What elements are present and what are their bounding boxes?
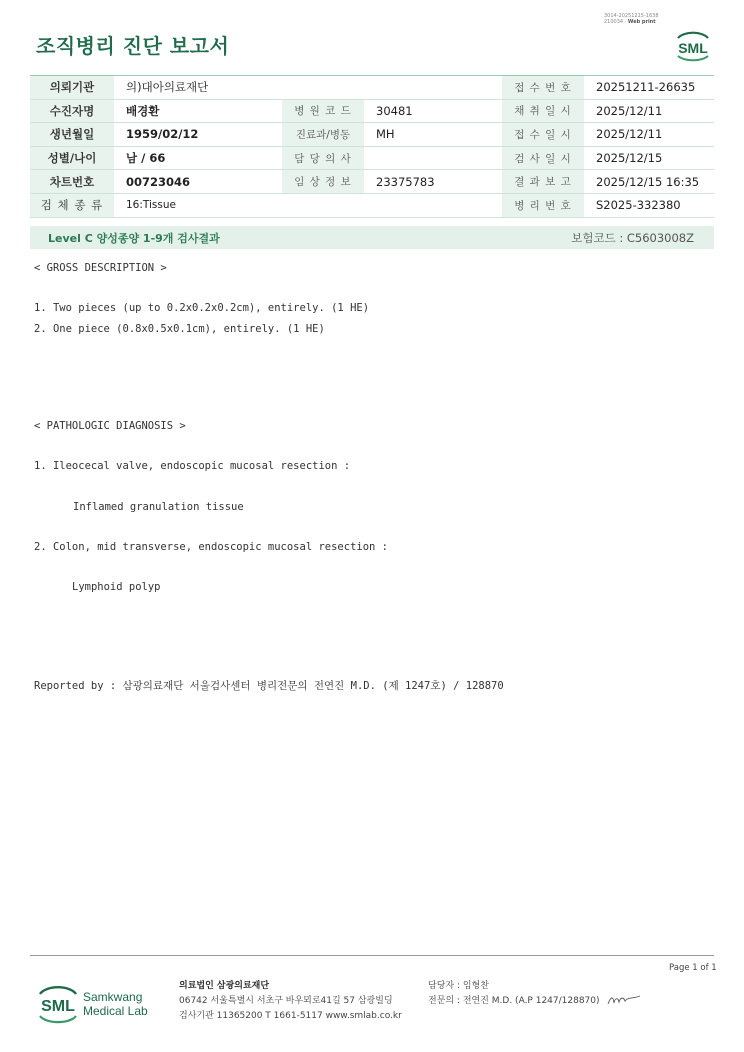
value-sex-age: 남 / 66	[114, 146, 282, 170]
diagnosis-heading: < PATHOLOGIC DIAGNOSIS >	[34, 420, 186, 432]
patient-info-table	[30, 75, 714, 218]
value-doctor	[364, 146, 502, 170]
info-row	[30, 76, 714, 100]
label-receipt-number: 접 수 번 호	[502, 76, 584, 100]
label-doctor: 담 당 의 사	[282, 146, 364, 170]
value-hospital-code: 30481	[364, 99, 502, 123]
print-meta: 3014-20251215-1638 210034 · Web print	[604, 13, 659, 25]
value-specimen-type: 16:Tissue	[114, 193, 502, 217]
value-clinical-info: 23375783	[364, 170, 502, 194]
label-requesting-institution: 의뢰기관	[30, 76, 114, 100]
insurance-code: 보험코드 : C5603008Z	[571, 231, 694, 245]
gross-item-2: 2. One piece (0.8x0.5x0.1cm), entirely. (1 HE)	[34, 323, 325, 335]
svg-text:Medical Lab: Medical Lab	[83, 1004, 148, 1018]
label-pathology-number: 병 리 번 호	[502, 193, 584, 217]
diagnosis-result-2: Lymphoid polyp	[72, 581, 161, 593]
label-result-report: 결 과 보 고	[502, 170, 584, 194]
value-requesting-institution: 의)대아의료재단	[114, 76, 502, 100]
label-birth-date: 생년월일	[30, 123, 114, 147]
label-clinical-info: 임 상 정 보	[282, 170, 364, 194]
label-specimen-type: 검 체 종 류	[30, 193, 114, 217]
gross-item-1: 1. Two pieces (up to 0.2x0.2x0.2cm), entirely. (1 HE)	[34, 302, 370, 314]
info-row	[30, 123, 714, 147]
page-number: Page 1 of 1	[669, 963, 717, 973]
gross-heading: < GROSS DESCRIPTION >	[34, 262, 167, 274]
reported-by: Reported by : 삼광의료재단 서울검사센터 병리전문의 전연진 M.D. (제 1247호) / 128870	[34, 680, 504, 692]
test-banner	[30, 226, 714, 249]
label-patient-name: 수진자명	[30, 99, 114, 123]
page-title: 조직병리 진단 보고서	[36, 34, 230, 58]
value-collection-date: 2025/12/11	[584, 99, 714, 123]
footer-divider	[30, 955, 714, 956]
footer-org-info: 의료법인 삼광의료재단 06742 서울특별시 서초구 바우뫼로41길 57 삼광빌딩 검사기관 11365200 T 1661-5117 www.smlab.co.kr	[179, 981, 402, 1021]
svg-text:SML: SML	[41, 998, 75, 1015]
signature-image	[606, 992, 642, 1008]
value-receipt-date: 2025/12/11	[584, 123, 714, 147]
svg-text:Samkwang: Samkwang	[83, 990, 143, 1004]
footer-staff-info: 담당자 : 임형찬 전문의 : 전연진 M.D. (A.P 1247/128870)	[428, 981, 600, 1006]
info-row	[30, 170, 714, 194]
samkwang-logo	[36, 980, 156, 1028]
value-birth-date: 1959/02/12	[114, 123, 282, 147]
label-chart-number: 차트번호	[30, 170, 114, 194]
label-department: 진료과/병동	[282, 123, 364, 147]
svg-text:SML: SML	[678, 40, 708, 56]
label-test-date: 검 사 일 시	[502, 146, 584, 170]
value-chart-number: 00723046	[114, 170, 282, 194]
info-row	[30, 99, 714, 123]
diagnosis-result-1: Inflamed granulation tissue	[73, 501, 244, 513]
label-hospital-code: 병 원 코 드	[282, 99, 364, 123]
value-result-report: 2025/12/15 16:35	[584, 170, 714, 194]
label-collection-date: 채 취 일 시	[502, 99, 584, 123]
info-row	[30, 193, 714, 217]
info-row	[30, 146, 714, 170]
value-pathology-number: S2025-332380	[584, 193, 714, 217]
sml-logo	[672, 26, 714, 62]
diagnosis-item-1: 1. Ileocecal valve, endoscopic mucosal resection :	[34, 460, 351, 472]
value-receipt-number: 20251211-26635	[584, 76, 714, 100]
label-sex-age: 성별/나이	[30, 146, 114, 170]
test-name: Level C 양성종양 1-9개 검사결과	[48, 232, 220, 245]
value-department: MH	[364, 123, 502, 147]
diagnosis-item-2: 2. Colon, mid transverse, endoscopic mucosal resection :	[34, 541, 389, 553]
value-patient-name: 배경환	[114, 99, 282, 123]
label-receipt-date: 접 수 일 시	[502, 123, 584, 147]
value-test-date: 2025/12/15	[584, 146, 714, 170]
